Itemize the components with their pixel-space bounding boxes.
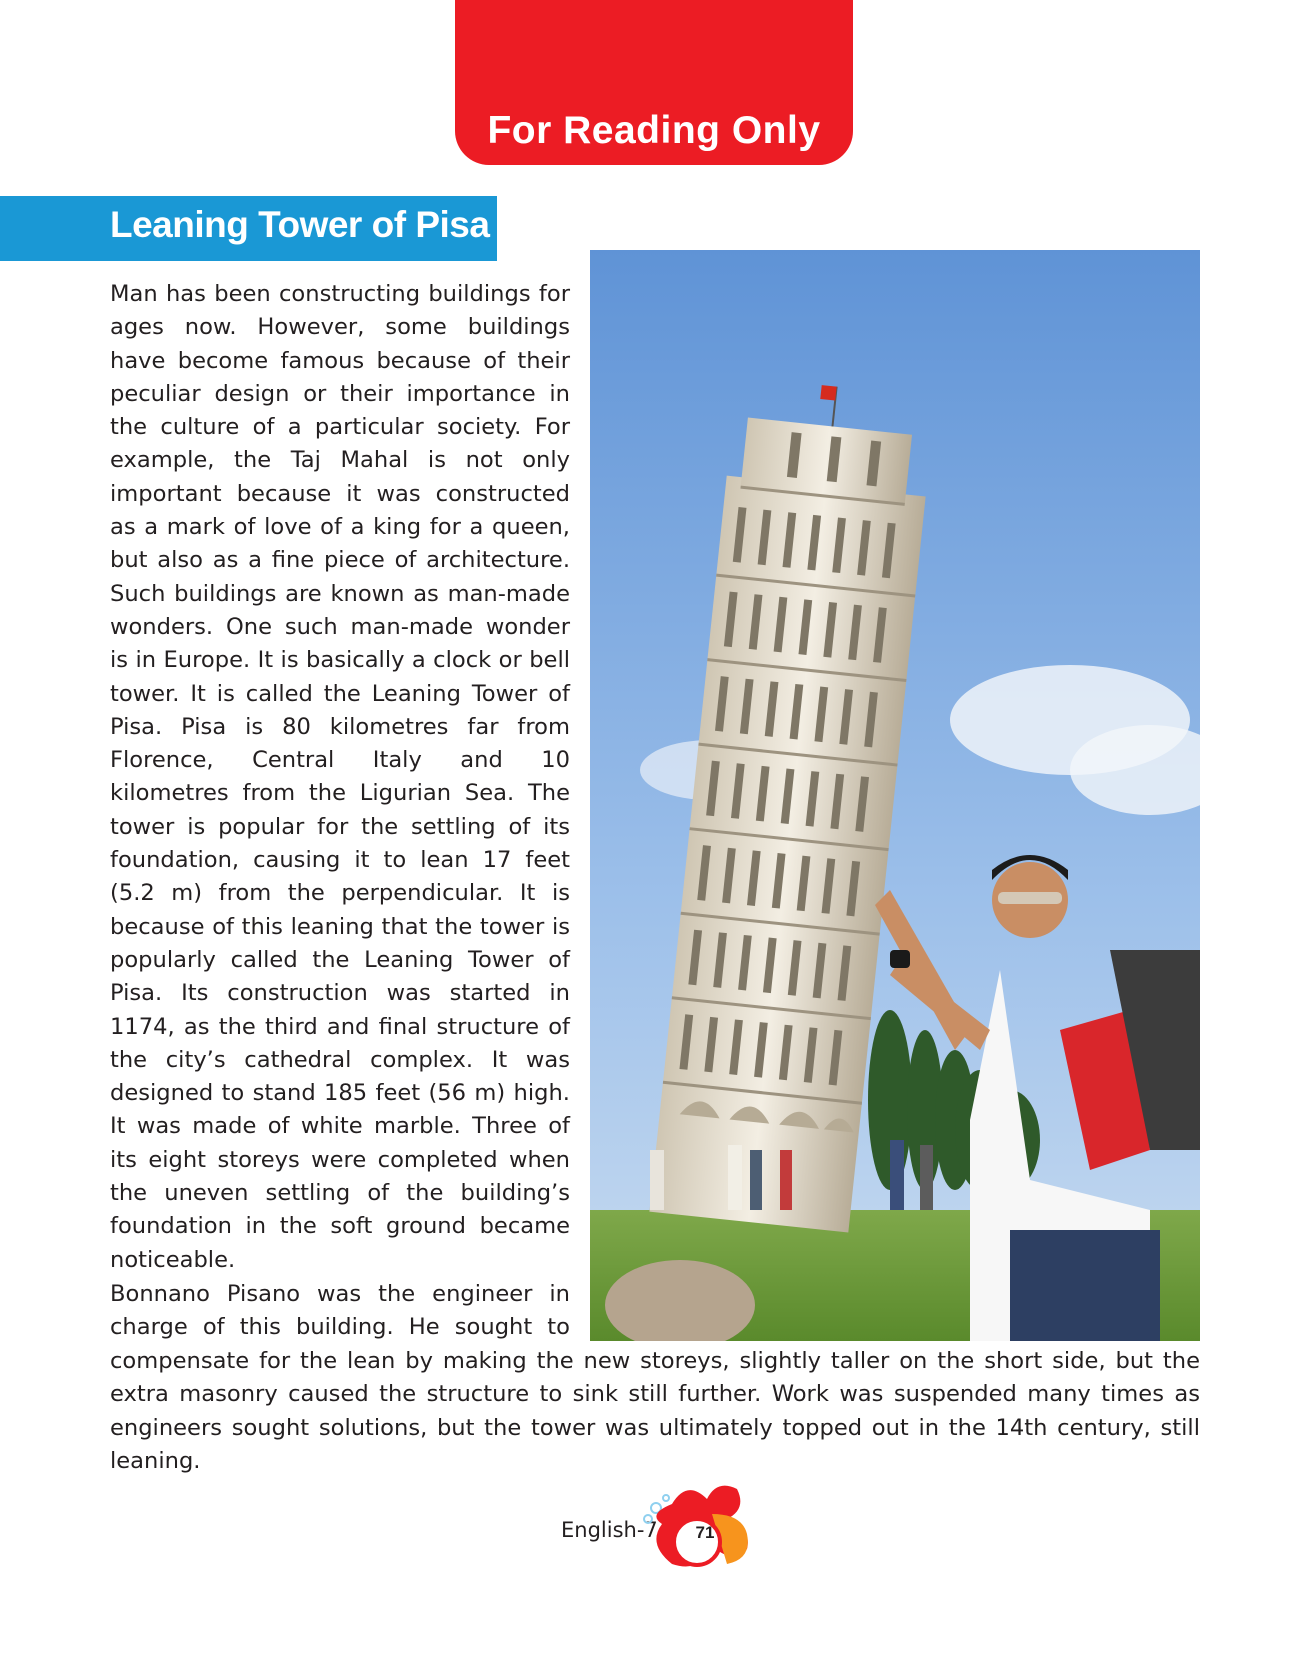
book-label: English-7 (561, 1518, 658, 1542)
section-title: Leaning Tower of Pisa (110, 204, 490, 245)
body-paragraph-1: Man has been constructing buildings for ages now. However, some buildings have become famous because of their peculiar design or their importance in the culture of a particular society. For example, the Taj Mahal is not only important because it was constructed as a mark of love of a king for a queen, but also as a fine piece of architecture. Such buildings are known as man-made wonders. One such man-made wonder is in Europe. It is basically a clock or bell tower. It is called the Leaning Tower of Pisa. Pisa is 80 kilometres far from Florence, Central Italy and 10 kilometres from the Ligurian Sea. The tower is popular for the settling of its foundation, causing it to lean 17 feet (5.2 m) from the perpendicular. It is because of this leaning that the tower is popularly called the Leaning Tower of Pisa. Its construction was started in 1174, as the third and final structure of the city’s cathedral complex. It was designed to stand 185 feet (56 m) high. It was made of white marble. Three of its eight storeys were completed when the uneven settling of the building’s foundation in the soft ground became noticeable. (110, 281, 570, 1273)
body-paragraph-2-start: Bonnano Pisano was the engineer in charge of this building. He sought to (110, 1281, 570, 1341)
for-reading-only-tab (455, 0, 853, 165)
leaning-tower-photo (590, 250, 1200, 1341)
body-paragraph-2-rest: compensate for the lean by making the new storeys, slightly taller on the short side, but the extra masonry caused the structure to sink still further. Work was suspended many times as engineers sought solutions, but the tower was ultimately topped out in the 14th century, still leaning. (110, 1348, 1200, 1474)
section-title-bar (0, 196, 497, 261)
page-number: 71 (695, 1523, 715, 1542)
tab-label: For Reading Only (487, 109, 821, 152)
photo-illustration (590, 250, 1200, 1341)
